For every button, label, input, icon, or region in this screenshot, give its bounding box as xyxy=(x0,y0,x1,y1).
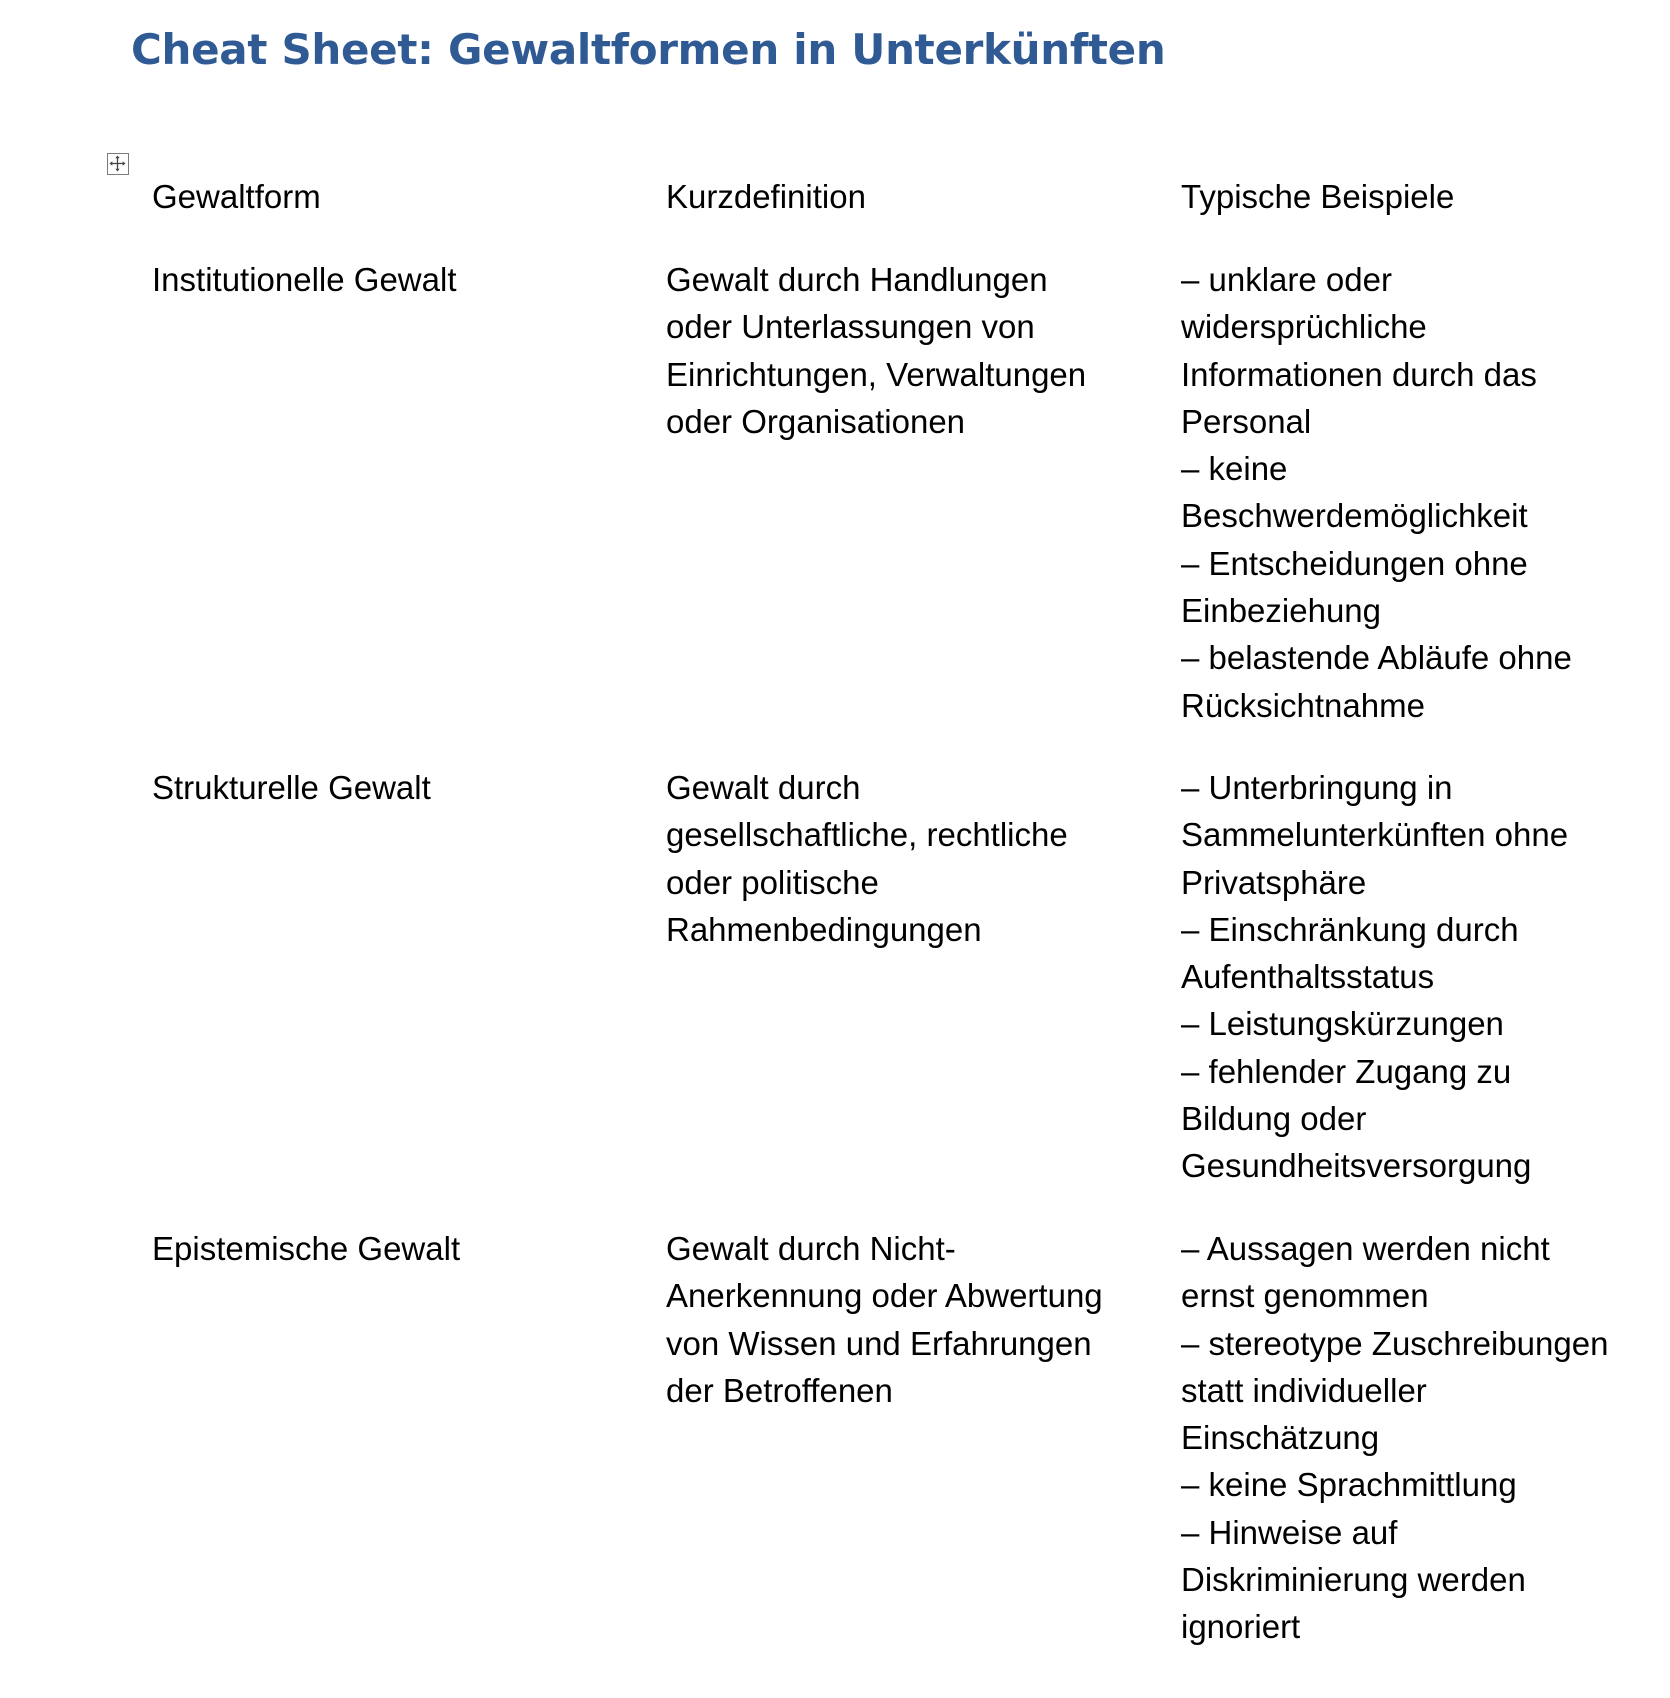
row-2-form: Strukturelle Gewalt xyxy=(152,769,431,806)
header-typische-beispiele: Typische Beispiele xyxy=(1181,178,1455,215)
row-1-form: Institutionelle Gewalt xyxy=(152,261,457,298)
definition-line: Gewalt durch xyxy=(666,769,861,806)
example-line: Informationen durch das xyxy=(1181,355,1537,393)
move-cross-arrows-icon xyxy=(108,154,127,173)
definition-line: oder Organisationen xyxy=(666,402,966,440)
example-line: Gesundheitsversorgung xyxy=(1181,1147,1532,1185)
example-line: – keine Sprachmittlung xyxy=(1181,1466,1517,1504)
example-line: – keine xyxy=(1181,450,1288,488)
definition-line: Gewalt durch Nicht- xyxy=(666,1230,956,1267)
example-line: Diskriminierung werden xyxy=(1181,1561,1526,1599)
example-line: Bildung oder xyxy=(1181,1100,1367,1138)
example-line: ignoriert xyxy=(1181,1608,1301,1646)
example-line: Sammelunterkünften ohne xyxy=(1181,816,1569,854)
example-line: Beschwerdemöglichkeit xyxy=(1181,497,1528,535)
example-line: – Hinweise auf xyxy=(1181,1513,1398,1551)
example-line: – stereotype Zuschreibungen xyxy=(1181,1324,1609,1362)
definition-line: oder politische xyxy=(666,863,879,901)
document-title: Cheat Sheet: Gewaltformen in Unterkünften xyxy=(131,25,1166,74)
definition-line: Gewalt durch Handlungen xyxy=(666,261,1048,298)
example-line: widersprüchliche xyxy=(1181,308,1427,346)
table-move-handle[interactable] xyxy=(107,153,129,175)
header-kurzdefinition: Kurzdefinition xyxy=(666,178,866,215)
row-3-examples xyxy=(1181,1225,1608,1651)
example-line: – fehlender Zugang zu xyxy=(1181,1052,1512,1090)
row-3-form: Epistemische Gewalt xyxy=(152,1230,461,1267)
row-2-examples xyxy=(1181,764,1568,1190)
example-line: Personal xyxy=(1181,402,1312,440)
definition-line: Einrichtungen, Verwaltungen xyxy=(666,355,1087,393)
example-line: statt individueller xyxy=(1181,1371,1427,1409)
definition-line: der Betroffenen xyxy=(666,1371,893,1409)
row-2-definition xyxy=(666,764,1068,953)
row-3-definition xyxy=(666,1225,1103,1414)
example-line: – Aussagen werden nicht xyxy=(1181,1230,1550,1267)
definition-line: oder Unterlassungen von xyxy=(666,308,1035,346)
example-line: Einbeziehung xyxy=(1181,592,1381,630)
definition-line: gesellschaftliche, rechtliche xyxy=(666,816,1068,854)
header-gewaltform: Gewaltform xyxy=(152,178,321,215)
example-line: ernst genommen xyxy=(1181,1277,1429,1315)
definition-line: von Wissen und Erfahrungen xyxy=(666,1324,1092,1362)
row-1-definition xyxy=(666,256,1086,445)
example-line: Einschätzung xyxy=(1181,1419,1380,1457)
definition-line: Anerkennung oder Abwertung xyxy=(666,1277,1103,1315)
example-line: – Entscheidungen ohne xyxy=(1181,544,1528,582)
row-1-examples xyxy=(1181,256,1572,729)
example-line: – belastende Abläufe ohne xyxy=(1181,639,1572,677)
example-line: Aufenthaltsstatus xyxy=(1181,958,1435,996)
example-line: – Leistungskürzungen xyxy=(1181,1005,1504,1043)
example-line: Privatsphäre xyxy=(1181,863,1367,901)
example-line: – unklare oder xyxy=(1181,261,1392,298)
example-line: – Einschränkung durch xyxy=(1181,910,1519,948)
definition-line: Rahmenbedingungen xyxy=(666,910,982,948)
example-line: Rücksichtnahme xyxy=(1181,686,1425,724)
example-line: – Unterbringung in xyxy=(1181,769,1453,806)
